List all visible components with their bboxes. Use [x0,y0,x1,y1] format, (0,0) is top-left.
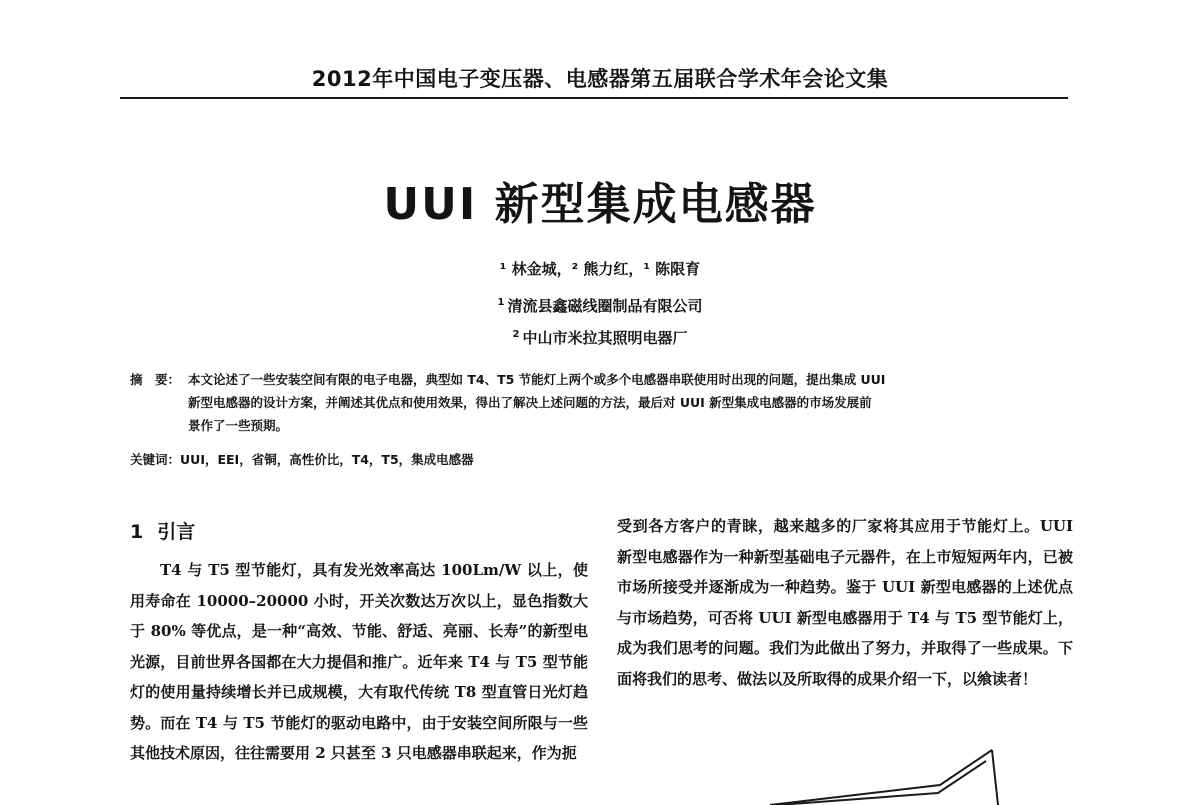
affiliation-2 [0,327,1200,348]
keywords-text: UUI，EEI，省铜，高性价比，T4，T5，集成电感器 [180,452,474,467]
right-column-paragraph: 受到各方客户的青睐，越来越多的厂家将其应用于节能灯上。UUI 新型电感器作为一种新型基础电子元器件，在上市短短两年内，已被市场所接受并逐渐成为一种趋势。鉴于 UUI 新型电感器的上述优点与市场趋势，可否将 UUI 新型电感器用于 T4 与 T5 型节能灯上，成为我们思考的问题。我们为此做出了努力，并取得了一些成果。下面将我们的思考、做法以及所取得的成果介绍一下，以飨读者！ [617,517,1073,688]
paper-title: UUI 新型集成电感器 [383,179,817,230]
figure-outline-right [992,750,998,805]
header-rule [120,97,1068,99]
keywords [130,450,1075,468]
abstract [130,368,1075,437]
affiliation-2-mark: 2 [512,329,520,340]
section-title: 引言 [157,521,196,543]
running-header: 2012年中国电子变压器、电感器第五届联合学术年会论文集 [311,67,889,91]
inductor-figure [760,745,1060,805]
affiliation-1-text: 清流县鑫磁线圈制品有限公司 [507,297,703,315]
keywords-label: 关键词： [130,452,181,467]
abstract-line-1: 本文论述了一些安装空间有限的电子电器，典型如 T4、T5 节能灯上两个或多个电感器串联使用时出现的问题，提出集成 UUI [188,372,886,387]
author-list: ¹ 林金城，² 熊力红，¹ 陈限育 [499,260,701,278]
left-column-paragraph: T4 与 T5 型节能灯，具有发光效率高达 100Lm/W 以上，使用寿命在 10000–20000 小时，开关次数达万次以上，显色指数大于 80% 等优点，是一种“高效、节能、舒适、亮丽、长寿”的新型电光源，目前世界各国都在大力提倡和推广。近年来 T4 与 T5 型节能灯的使用量持续增长并已成规模，大有取代传统 T8 型直管日光灯趋势。而在 T4 与 T5 节能灯的驱动电路中，由于安装空间所限与一些其他技术原因，往往需要用 2 只甚至 3 只电感器串联起来，作为扼 [130,561,588,762]
affiliation-1-mark: 1 [497,297,505,308]
abstract-line-2: 新型电感器的设计方案，并阐述其优点和使用效果，得出了解决上述问题的方法，最后对 UUI 新型集成电感器的市场发展前 [188,395,872,410]
section-heading [130,517,195,544]
abstract-line-3: 景作了一些预期。 [188,418,289,433]
left-column [130,555,588,769]
right-column [617,511,1073,694]
figure-outline-inner [778,761,986,805]
affiliation-1 [0,295,1200,316]
abstract-label: 摘 要： [130,372,181,387]
section-number: 1 [130,521,144,543]
affiliation-2-text: 中山市米拉其照明电器厂 [522,329,688,347]
